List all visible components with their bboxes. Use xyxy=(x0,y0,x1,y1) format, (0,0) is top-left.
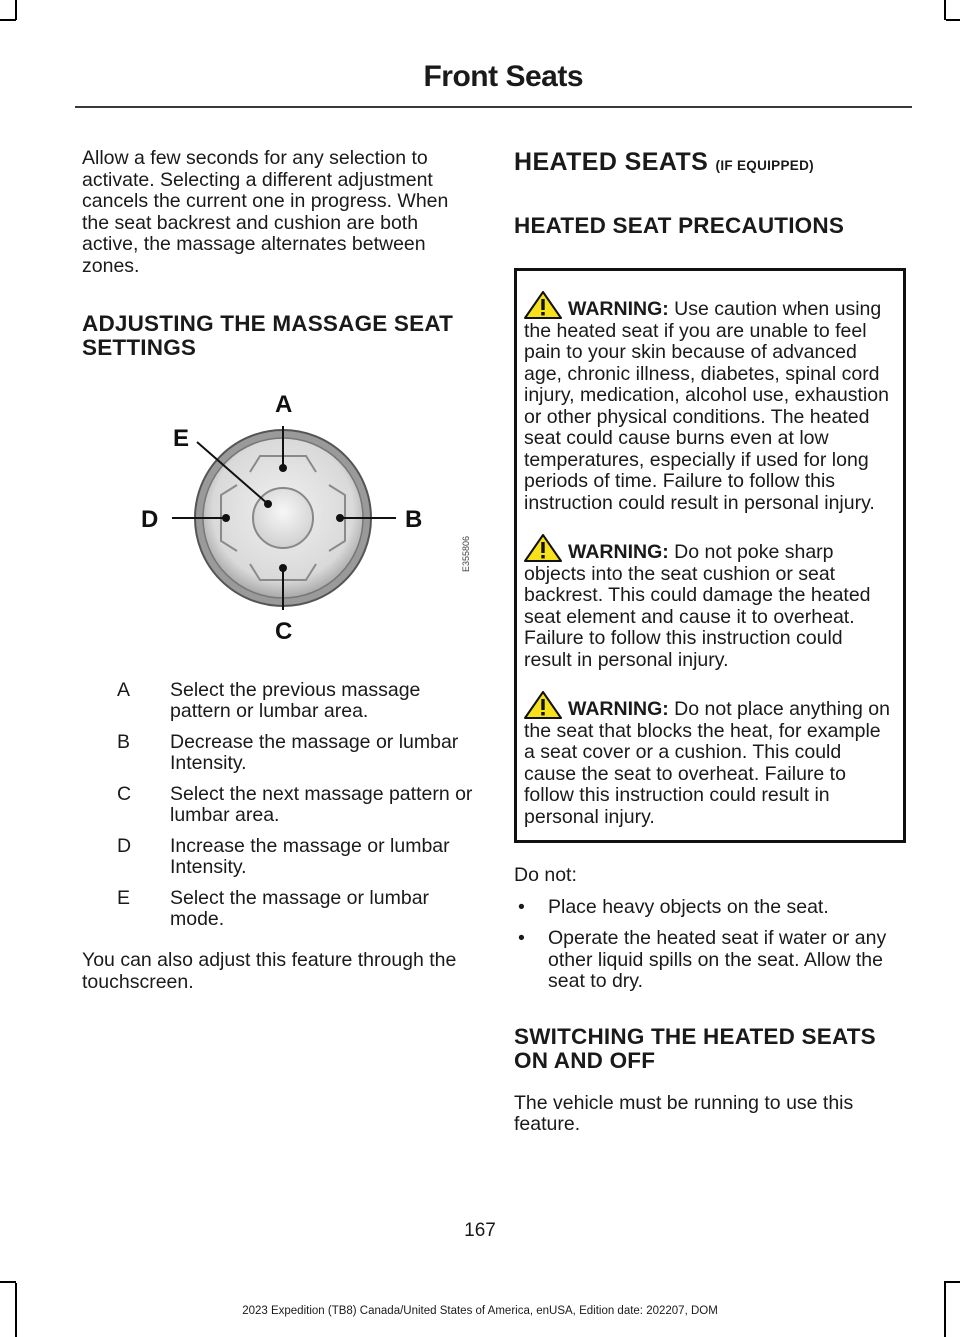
callout-b: B xyxy=(405,506,423,533)
edition-footer: 2023 Expedition (TB8) Canada/United States of America, enUSA, Edition date: 202207, DOM xyxy=(242,1305,718,1317)
item-key: C xyxy=(117,783,132,805)
massage-control-diagram xyxy=(82,372,474,652)
crop-mark xyxy=(944,0,946,20)
warning-box xyxy=(514,268,906,843)
item-text: Select the next massage pattern or lumbar area. xyxy=(170,783,473,826)
warning-3 xyxy=(524,691,895,828)
callout-e: E xyxy=(173,425,190,452)
list-item xyxy=(82,836,474,878)
control-key-list xyxy=(82,680,474,930)
switching-heading: SWITCHING THE HEATED SEATS ON AND OFF xyxy=(514,1023,876,1073)
bullet-text: Operate the heated seat if water or any other liquid spills on the seat. Allow the seat to dry. xyxy=(548,927,887,992)
callout-c: C xyxy=(275,618,293,645)
item-key: D xyxy=(117,835,132,857)
list-item xyxy=(82,784,474,826)
precautions-heading: HEATED SEAT PRECAUTIONS xyxy=(514,213,845,238)
item-text: Select the previous massage pattern or lumbar area. xyxy=(170,679,421,722)
warning-label: WARNING: xyxy=(568,698,669,720)
heated-seats-title xyxy=(514,148,906,180)
list-item xyxy=(514,897,906,919)
list-item xyxy=(82,732,474,774)
list-item xyxy=(514,928,906,993)
list-item xyxy=(82,680,474,722)
title-suffix: (IF EQUIPPED) xyxy=(715,158,814,173)
warning-text: Do not place anything on the seat that blocks the heat, for example a seat cover or a cushion. This could cause the seat to overheat. Failure to follow this instruction could result in personal injury. xyxy=(524,698,890,828)
header-divider xyxy=(75,106,912,108)
bullet-text: Place heavy objects on the seat. xyxy=(548,895,829,918)
running-note: The vehicle must be running to use this feature. xyxy=(514,1091,854,1135)
warning-triangle-icon xyxy=(524,534,562,562)
item-text: Increase the massage or lumbar Intensity. xyxy=(170,835,450,878)
warning-2 xyxy=(524,534,895,671)
do-not-label: Do not: xyxy=(514,864,577,886)
warning-label: WARNING: xyxy=(568,541,669,563)
crop-mark xyxy=(946,19,960,21)
warning-1 xyxy=(524,291,895,514)
left-column xyxy=(82,148,474,993)
right-column xyxy=(514,148,906,1136)
crop-mark xyxy=(944,1281,960,1283)
crop-mark xyxy=(0,19,16,21)
crop-mark xyxy=(15,0,17,20)
item-text: Select the massage or lumbar mode. xyxy=(170,887,430,930)
figure-code: E355806 xyxy=(461,535,471,572)
warning-label: WARNING: xyxy=(568,298,669,320)
warning-text: Use caution when using the heated seat if you are unable to feel pain to your skin because of advanced age, chronic illness, diabetes, spinal cord injury, medication, alcohol use, exhaustion or other physical conditions. The heated seat could cause burns even at low temperatures, especially if used for long periods of time. Failure to follow this instruction could result in personal injury. xyxy=(524,298,889,514)
control-center-button xyxy=(253,488,313,548)
massage-settings-heading: ADJUSTING THE MASSAGE SEAT SETTINGS xyxy=(82,311,454,360)
do-not-list xyxy=(514,897,906,993)
intro-paragraph: Allow a few seconds for any selection to activate. Selecting a different adjustment cancels the current one in progress. When the seat backrest and cushion are both active, the massage alternates between zones. xyxy=(82,147,449,277)
bullet-dot: • xyxy=(518,895,525,918)
title-text: HEATED SEATS xyxy=(514,148,709,176)
massage-control-figure xyxy=(82,372,474,652)
item-text: Decrease the massage or lumbar Intensity. xyxy=(170,731,459,774)
crop-mark xyxy=(0,1281,16,1283)
item-key: B xyxy=(117,731,131,753)
callout-a: A xyxy=(275,391,293,418)
bullet-dot: • xyxy=(518,927,525,949)
list-item xyxy=(82,888,474,930)
page-header-title: Front Seats xyxy=(423,60,583,93)
warning-triangle-icon xyxy=(524,691,562,719)
touchscreen-note: You can also adjust this feature through the touchscreen. xyxy=(82,949,457,993)
page-number: 167 xyxy=(464,1220,496,1241)
warning-text: Do not poke sharp objects into the seat cushion or seat backrest. This could damage the heated seat element and cause it to overheat. Failure to follow this instruction could result in personal injury. xyxy=(524,541,871,671)
item-key: E xyxy=(117,887,131,909)
warning-triangle-icon xyxy=(524,291,562,319)
item-key: A xyxy=(117,679,131,701)
callout-d: D xyxy=(141,506,159,533)
